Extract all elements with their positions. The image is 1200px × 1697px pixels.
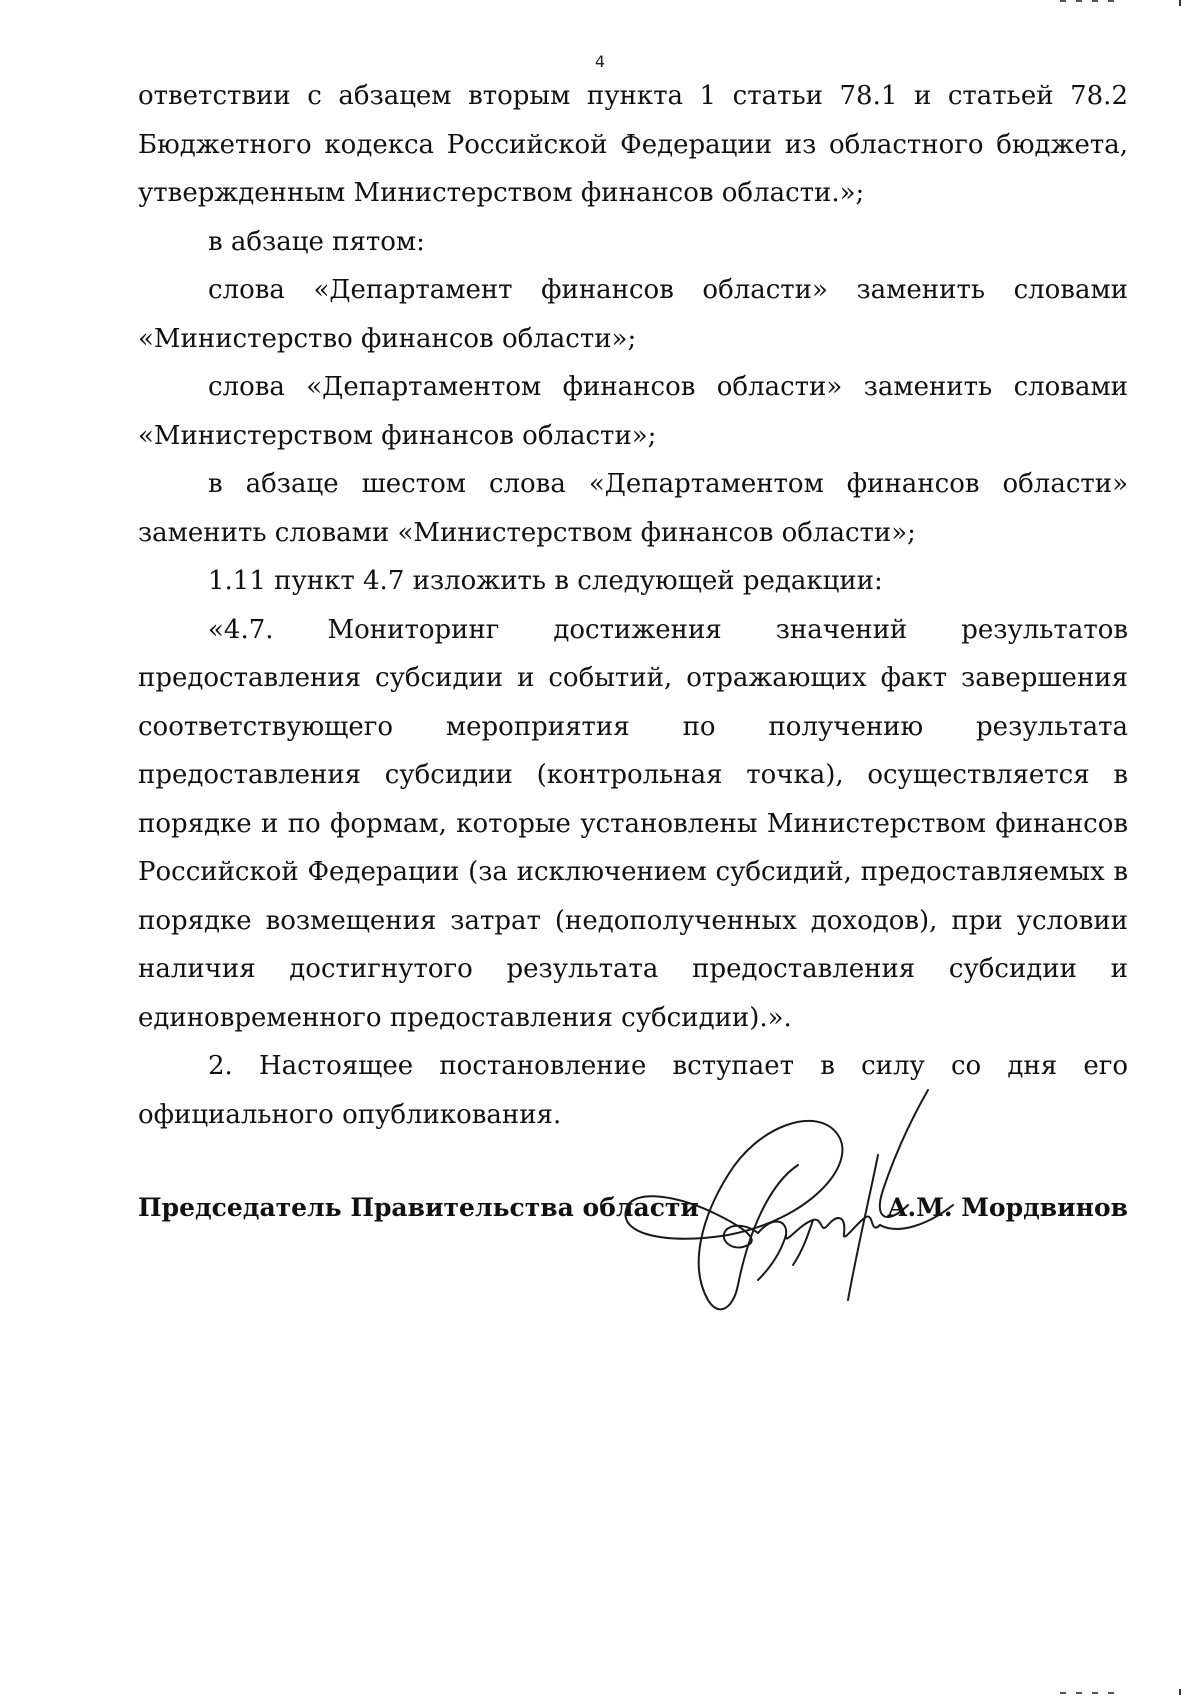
paragraph-4: слова «Департаментом финансов области» заменить словами «Министерством финансов области»; — [138, 372, 1128, 451]
signatory-title: Председатель Правительства области — [138, 1193, 699, 1222]
signature-block — [138, 1085, 1128, 1325]
paragraph-8: 2. Настоящее постановление вступает в силу со дня его официального опубликования. — [138, 1051, 1128, 1130]
scan-edge-mark-bottom — [1060, 1689, 1190, 1695]
signatory-name: А.М. Мордвинов — [887, 1193, 1128, 1222]
paragraph-7: «4.7. Мониторинг достижения значений результатов предоставления субсидии и событий, отражающих факт завершения соответствующего мероприятия по получению результата предоставления субсидии (контрольная точка), осуществляется в порядке и по формам, которые установлены Министерством финансов Российской Федерации (за исключением субсидий, предоставляемых в порядке возмещения затрат (недополученных доходов), при условии наличия достигнутого результата предоставления субсидии и единовременного предоставления субсидии).». — [138, 614, 1128, 1033]
scan-edge-mark-top — [1060, 0, 1190, 6]
paragraph-3: слова «Департамент финансов области» заменить словами «Министерство финансов области»; — [138, 275, 1128, 354]
paragraph-1: ответствии с абзацем вторым пункта 1 статьи 78.1 и статьей 78.2 Бюджетного кодекса Российской Федерации из областного бюджета, утвержденным Министерством финансов области.»; — [138, 81, 1128, 208]
body-text — [138, 72, 1128, 1139]
paragraph-5: в абзаце шестом слова «Департаментом финансов области» заменить словами «Министерством финансов области»; — [138, 469, 1128, 548]
paragraph-6: 1.11 пункт 4.7 изложить в следующей редакции: — [208, 566, 883, 596]
paragraph-2: в абзаце пятом: — [208, 226, 425, 257]
page-number: 4 — [594, 52, 606, 71]
